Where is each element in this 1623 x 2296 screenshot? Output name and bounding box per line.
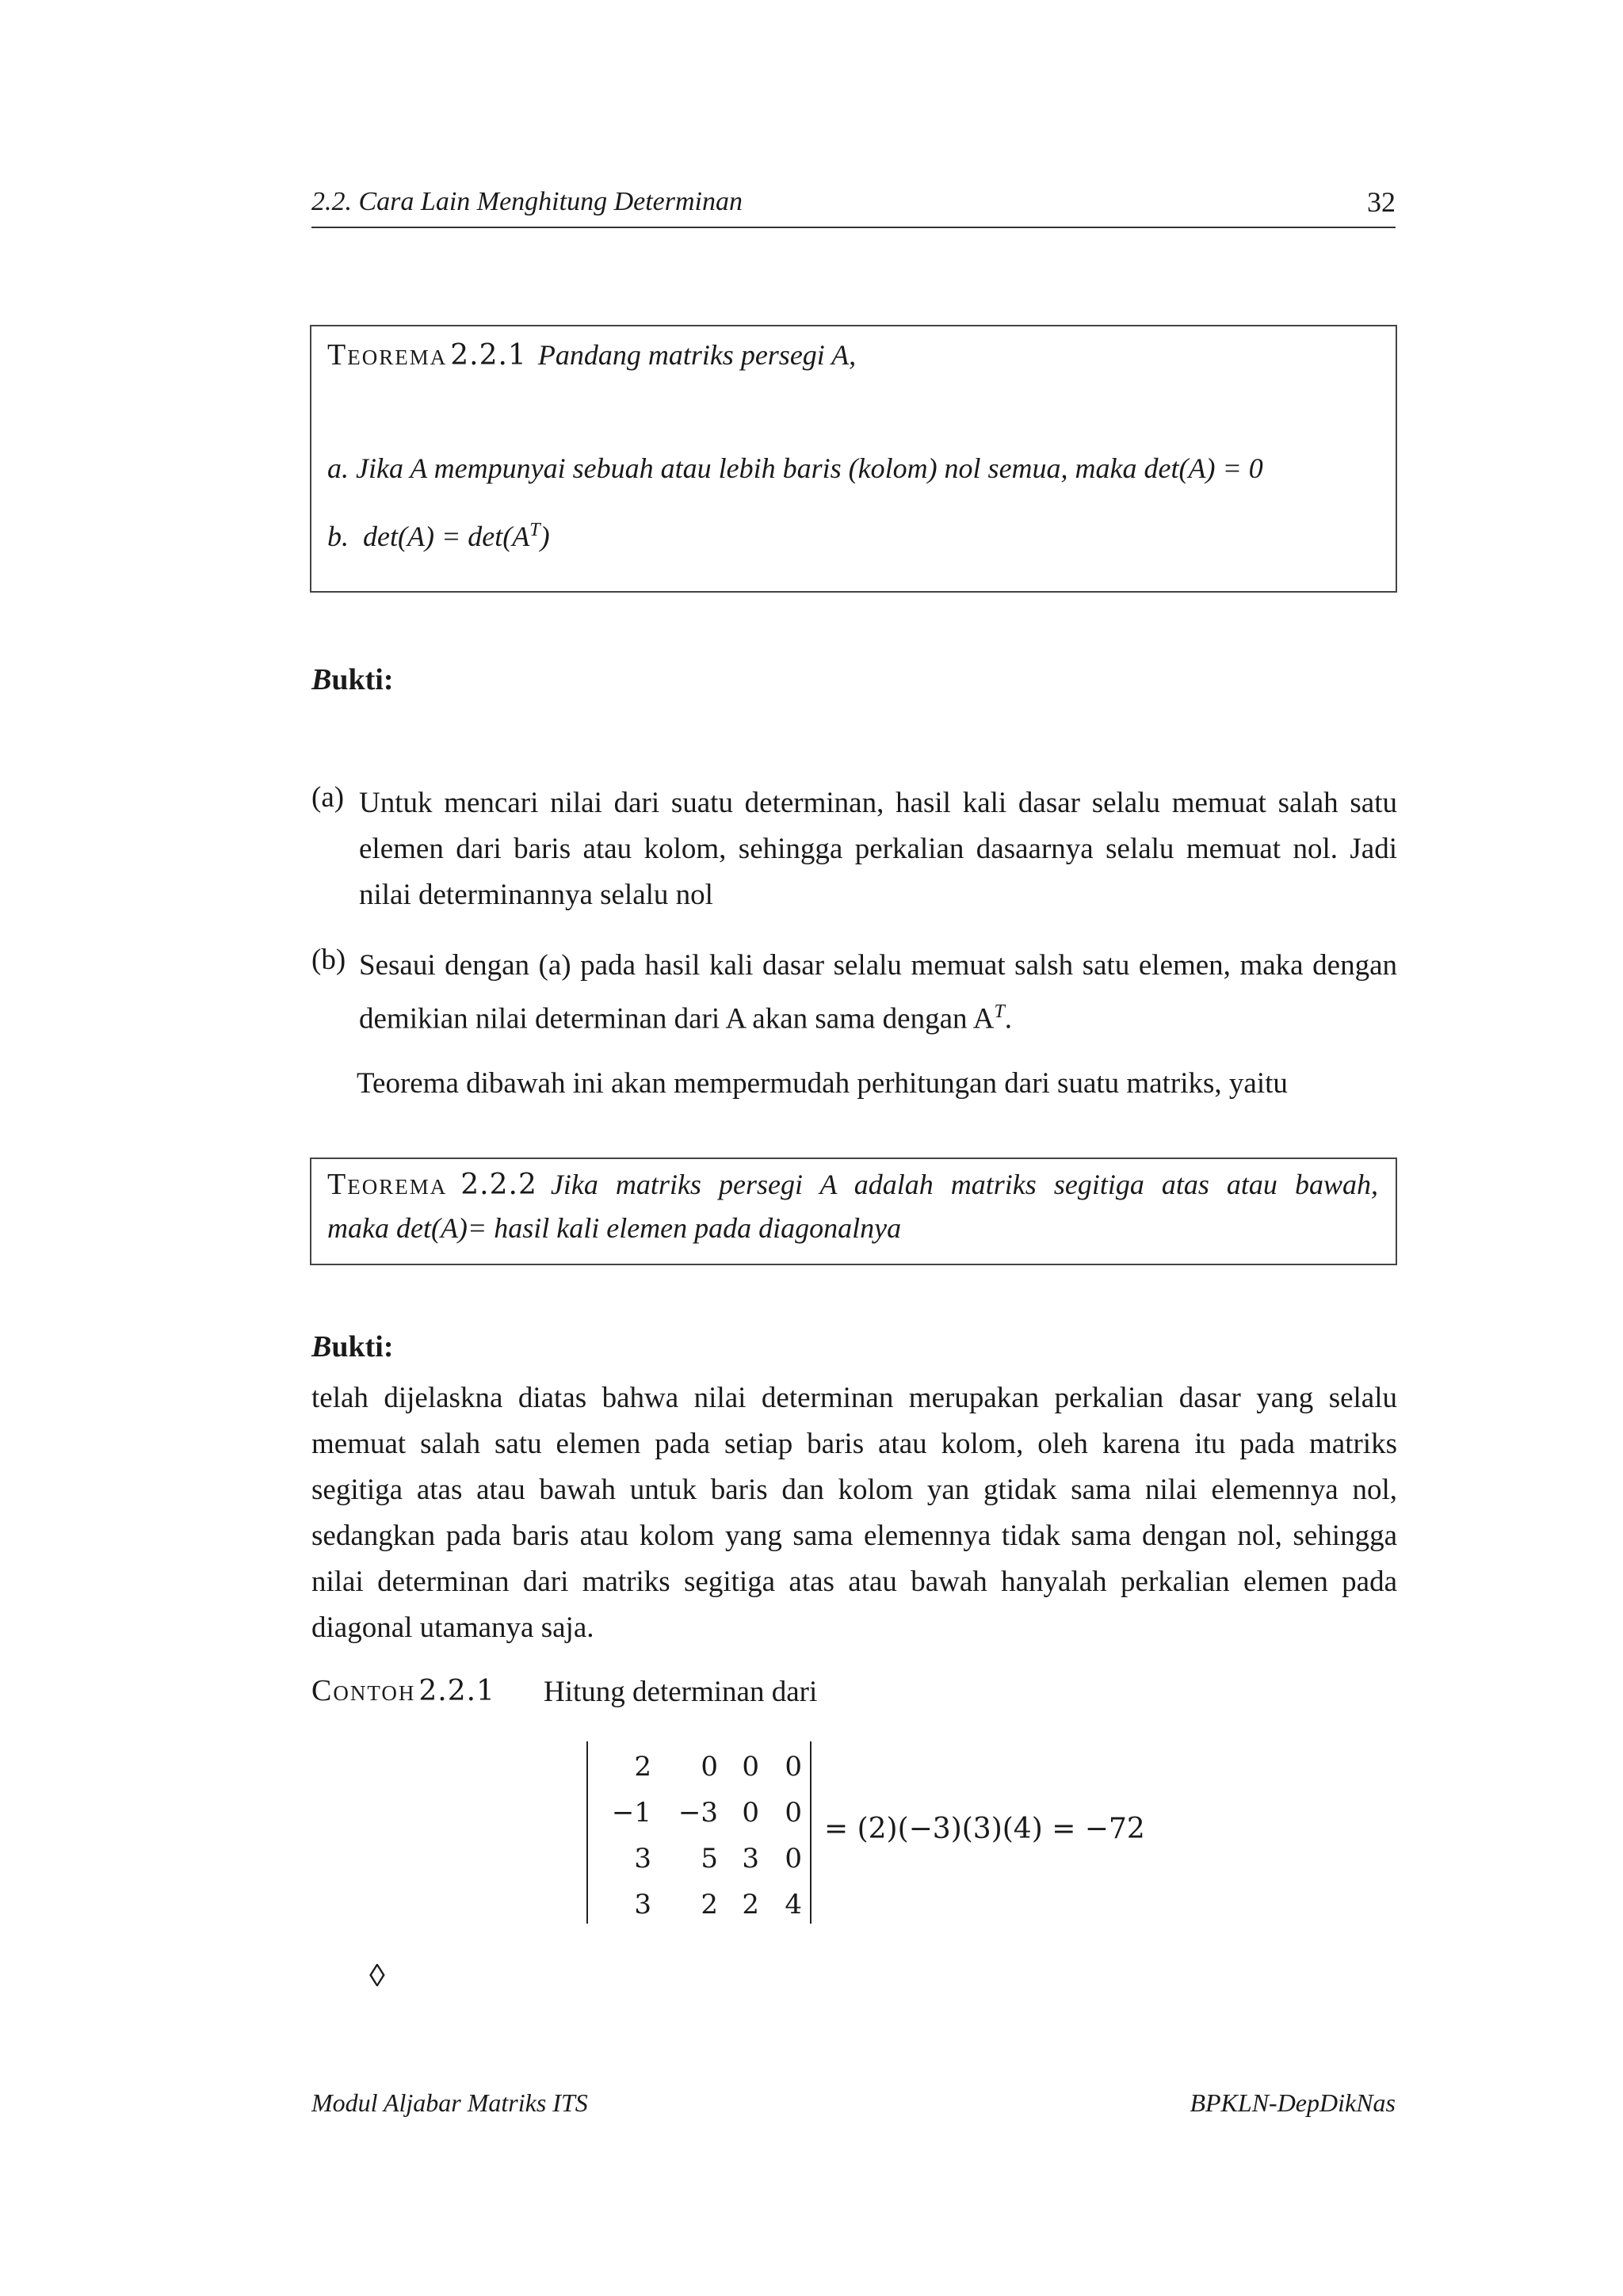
determinant-result: = (2)(−3)(3)(4) = −72 <box>824 1813 1145 1845</box>
proof-2-heading-initial: B <box>311 1330 332 1363</box>
matrix-cell: 0 <box>785 1843 802 1875</box>
theorem-1-item-b-formula: det(A) = det(A <box>363 521 530 552</box>
theorem-1-statement: Pandang matriks persegi A, <box>537 339 857 371</box>
running-header-section: 2.2. Cara Lain Menghitung Determinan <box>311 187 743 216</box>
theorem-2-statement-1: Jika matriks persegi A adalah matriks segitiga atas atau bawah, <box>550 1169 1378 1200</box>
theorem-1-title <box>327 338 856 372</box>
proof-1-heading <box>311 662 394 697</box>
matrix-cell: 0 <box>785 1751 802 1783</box>
example-number: 2.2.1 <box>418 1675 495 1707</box>
matrix-cell: −1 <box>611 1797 651 1829</box>
matrix-cell: 5 <box>701 1843 718 1875</box>
theorem-box-2 <box>310 1158 1397 1265</box>
example-text: Hitung determinan dari <box>544 1676 818 1708</box>
proof-item-a-label: (a) <box>311 781 345 814</box>
proof-item-b-end: . <box>1004 1002 1013 1035</box>
determinant-left-bar <box>586 1741 588 1924</box>
example-heading <box>311 1673 495 1708</box>
matrix-cell: 2 <box>701 1889 718 1920</box>
proof-item-b-label: (b) <box>311 944 346 976</box>
matrix-cell: 0 <box>701 1751 718 1783</box>
theorem-1-number: 2.2.1 <box>450 339 527 372</box>
theorem-1-item-b <box>327 520 550 553</box>
matrix-cell: 2 <box>634 1751 651 1783</box>
matrix-cell: 0 <box>742 1751 759 1783</box>
theorem-2-label: Teorema <box>327 1168 448 1201</box>
proof-item-b-sup: T <box>994 1001 1005 1022</box>
theorem-2-line-1 <box>327 1167 1378 1202</box>
theorem-2-statement-2: maka det(A)= hasil kali elemen pada diagonalnya <box>327 1212 902 1244</box>
theorem-box-1 <box>310 325 1397 593</box>
page-number: 32 <box>1367 186 1396 218</box>
proof-1-heading-initial: B <box>311 663 332 696</box>
theorem-1-item-b-end: ) <box>540 521 550 552</box>
theorem-1-item-b-prefix: b. <box>327 521 363 552</box>
proof-item-b-main: Sesaui dengan (a) pada hasil kali dasar selalu memuat salsh satu elemen, maka dengan demikian nilai determinan dari A akan sama dengan A <box>359 949 1397 1035</box>
theorem-2-number: 2.2.2 <box>460 1169 537 1201</box>
matrix-cell: 0 <box>742 1797 759 1829</box>
proof-item-a-text: Untuk mencari nilai dari suatu determinan, hasil kali dasar selalu memuat salah satu elemen dari baris atau kolom, sehingga perkalian dasaarnya selalu memuat nol. Jadi nilai determinannya selalu nol <box>359 787 1397 911</box>
proof-2-text: telah dijelaskna diatas bahwa nilai determinan merupakan perkalian dasar yang selalu memuat salah satu elemen pada setiap baris atau kolom, oleh karena itu pada matriks segitiga atas atau bawah untuk baris dan kolom yan gtidak sama nilai elemennya nol, sedangkan pada baris atau kolom yang sama elemennya tidak sama dengan nol, sehingga nilai determinan dari matriks segitiga atas atau bawah hanyalah perkalian elemen pada diagonal utamanya saja. <box>311 1382 1397 1644</box>
footer-right: BPKLN-DepDikNas <box>1190 2088 1396 2117</box>
theorem-2-intro: Teorema dibawah ini akan mempermudah perhitungan dari suatu matriks, yaitu <box>357 1067 1288 1100</box>
matrix-cell: 3 <box>634 1843 651 1875</box>
footer-left: Modul Aljabar Matriks ITS <box>311 2088 588 2117</box>
matrix-cell: 3 <box>742 1843 759 1875</box>
theorem-1-item-a: a. Jika A mempunyai sebuah atau lebih baris (kolom) nol semua, maka det(A) = 0 <box>327 452 1263 484</box>
matrix-cell: −3 <box>678 1797 718 1829</box>
proof-2-heading-rest: ukti: <box>331 1330 394 1363</box>
matrix-cell: 0 <box>785 1797 802 1829</box>
matrix-cell: 3 <box>634 1889 651 1920</box>
proof-item-b-text <box>359 943 1397 1042</box>
matrix-cell: 4 <box>785 1889 802 1920</box>
matrix-cell: 2 <box>742 1889 759 1920</box>
proof-1-heading-rest: ukti: <box>331 663 394 696</box>
determinant-right-bar <box>810 1741 812 1924</box>
header-rule <box>311 227 1396 228</box>
proof-2-heading <box>311 1329 394 1364</box>
theorem-1-label: Teorema <box>327 338 448 372</box>
example-label: Contoh <box>311 1674 416 1707</box>
end-of-example-mark: ◊ <box>369 1958 385 1993</box>
theorem-1-item-b-sup: T <box>529 520 540 540</box>
